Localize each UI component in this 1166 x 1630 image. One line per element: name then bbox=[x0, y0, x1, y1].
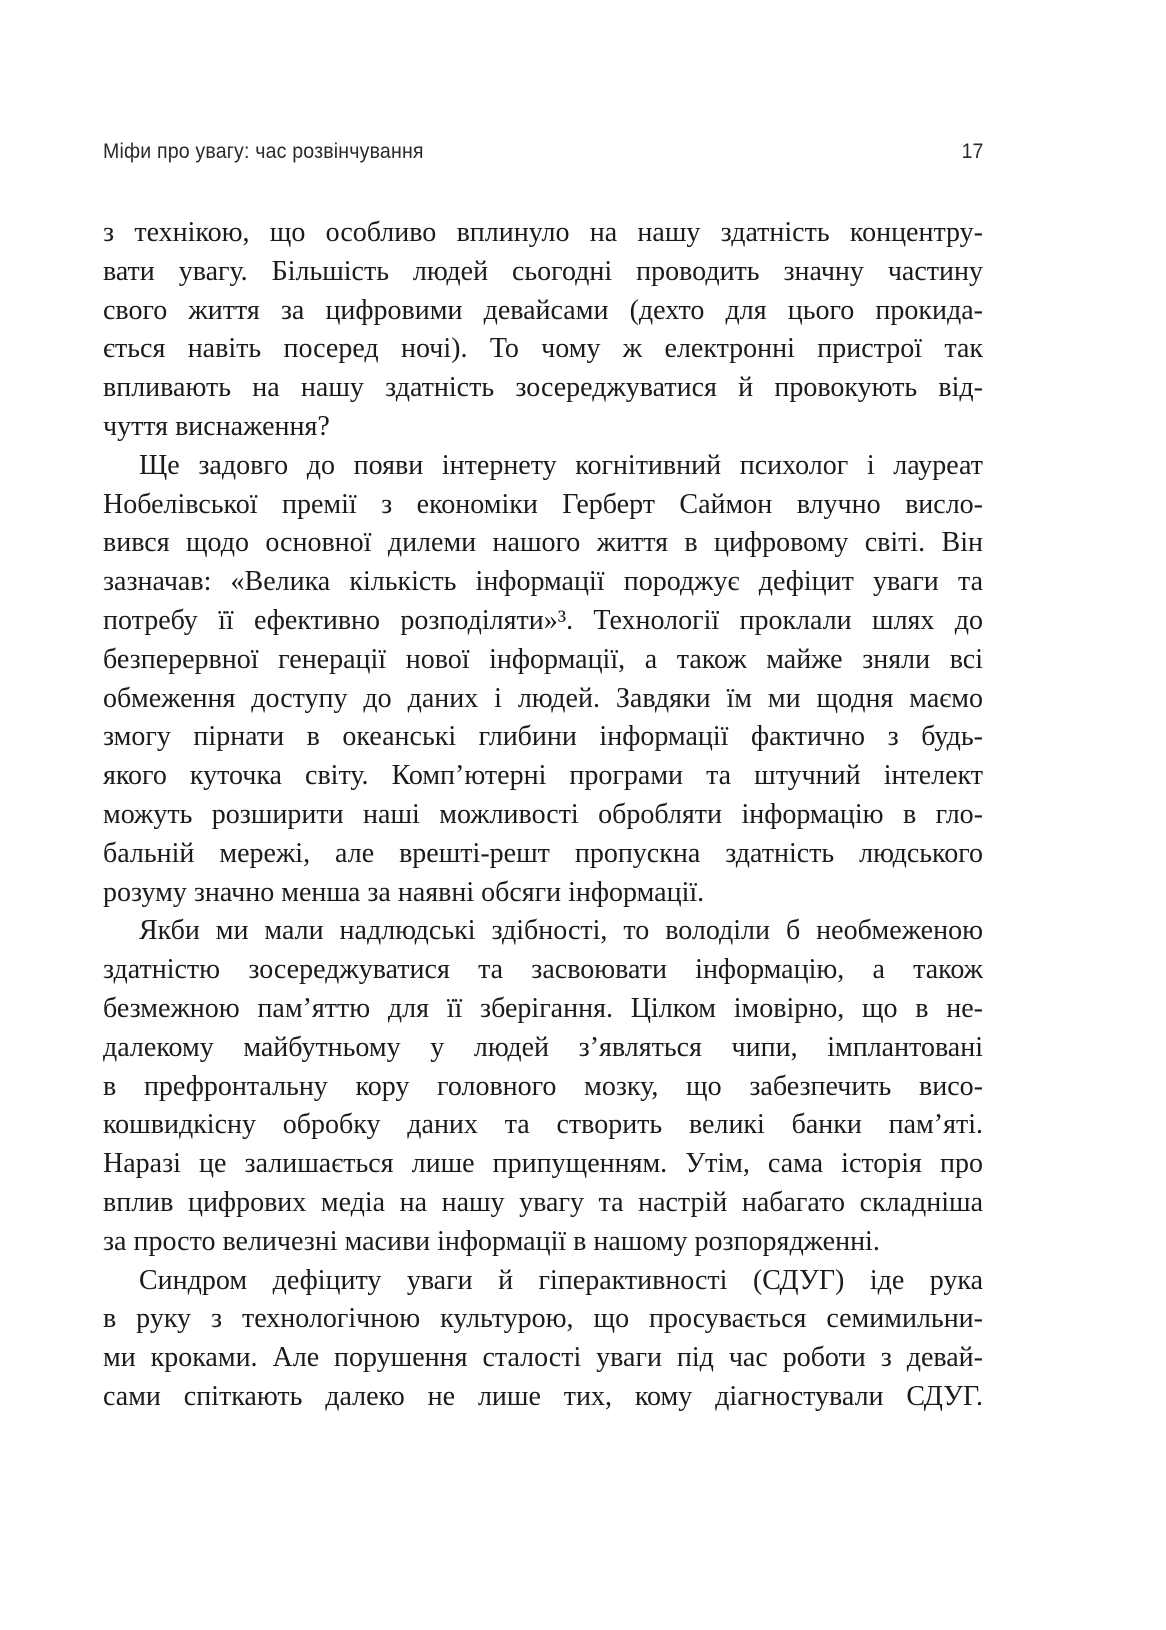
text-line: з технікою, що особливо вплинуло на нашу здатність концентру- bbox=[103, 217, 983, 248]
text-line: свого життя за цифровими девайсами (дехто для цього прокида- bbox=[103, 294, 983, 326]
text-line: обмеження доступу до даних і людей. Завдяки їм ми щодня маємо bbox=[103, 682, 983, 714]
paragraph bbox=[103, 1262, 983, 1417]
body-text bbox=[103, 214, 983, 1417]
running-title: Міфи про увагу: час розвінчування bbox=[103, 140, 424, 163]
text-line: змогу пірнати в океанські глибини інформації фактично з будь- bbox=[103, 721, 983, 753]
text-line: Ще задовго до появи інтернету когнітивний психолог і лауреат bbox=[139, 449, 983, 481]
text-line: бальній мережі, але врешті-решт пропускна здатність людського bbox=[103, 837, 983, 869]
text-line: в руку з технологічною культурою, що просувається семимильни- bbox=[103, 1303, 983, 1335]
text-line: Нобелівської премії з економіки Герберт Саймон влучно висло- bbox=[103, 488, 983, 520]
text-line: розуму значно менша за наявні обсяги інформації. bbox=[103, 876, 705, 908]
text-line: сами спіткають далеко не лише тих, кому діагностували СДУГ. bbox=[103, 1380, 983, 1412]
running-header bbox=[103, 140, 983, 164]
text-line: далекому майбутньому у людей з’являться чипи, імплантовані bbox=[103, 1031, 983, 1063]
text-line: вати увагу. Більшість людей сьогодні проводить значну частину bbox=[103, 255, 983, 287]
text-line: впливають на нашу здатність зосереджуватися й провокують від- bbox=[103, 372, 983, 404]
text-line: Синдром дефіциту уваги й гіперактивності (СДУГ) іде рука bbox=[139, 1264, 983, 1296]
text-line: чуття виснаження? bbox=[103, 410, 330, 442]
text-line: вплив цифрових медіа на нашу увагу та настрій набагато складніша bbox=[103, 1186, 983, 1218]
paragraph bbox=[103, 214, 983, 447]
text-line: безмежною пам’яттю для її зберігання. Цілком імовірно, що в не- bbox=[103, 992, 983, 1024]
text-line: ється навіть посеред ночі). То чому ж електронні пристрої так bbox=[103, 333, 983, 365]
text-line: за просто величезні масиви інформації в нашому розпорядженні. bbox=[103, 1225, 880, 1257]
text-line: вився щодо основної дилеми нашого життя в цифровому світі. Він bbox=[103, 527, 983, 559]
paragraph bbox=[103, 912, 983, 1261]
text-line: в префронтальну кору головного мозку, що забезпечить висо- bbox=[103, 1070, 983, 1102]
page-number: 17 bbox=[961, 140, 983, 163]
text-line: кошвидкісну обробку даних та створить великі банки пам’яті. bbox=[103, 1109, 983, 1141]
text-line: потребу її ефективно розподіляти»³. Технології проклали шлях до bbox=[103, 604, 983, 636]
text-line: якого куточка світу. Комп’ютерні програми та штучний інтелект bbox=[103, 760, 983, 792]
text-line: зазначав: «Велика кількість інформації породжує дефіцит уваги та bbox=[103, 566, 983, 598]
text-line: Якби ми мали надлюдські здібності, то володіли б необмеженою bbox=[139, 915, 983, 947]
text-line: Наразі це залишається лише припущенням. Утім, сама історія про bbox=[103, 1148, 983, 1180]
text-line: безперервної генерації нової інформації, а також майже зняли всі bbox=[103, 643, 983, 675]
text-line: ми кроками. Але порушення сталості уваги під час роботи з девай- bbox=[103, 1342, 983, 1374]
paragraph bbox=[103, 447, 983, 913]
text-line: можуть розширити наші можливості обробляти інформацію в гло- bbox=[103, 798, 983, 830]
text-line: здатністю зосереджуватися та засвоювати інформацію, а також bbox=[103, 954, 983, 986]
